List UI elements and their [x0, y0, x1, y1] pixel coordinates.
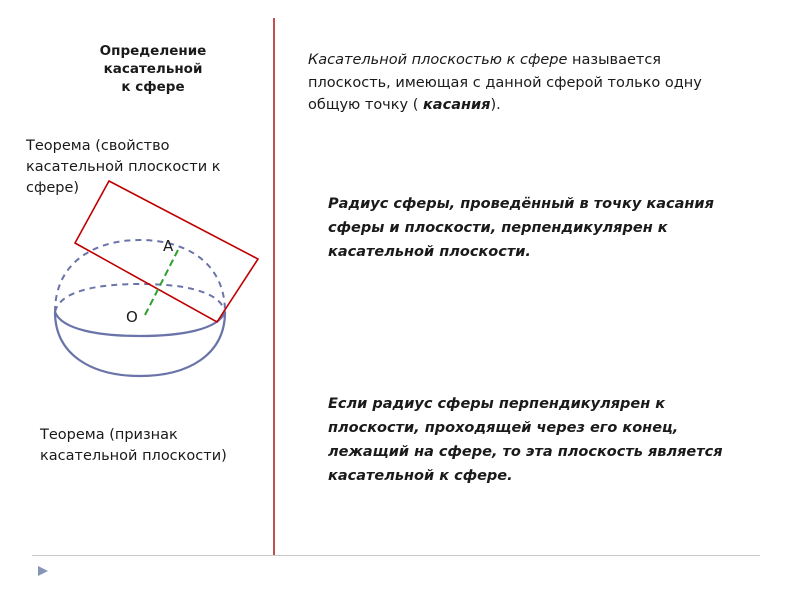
theorem-criterion-label: Теорема (признак касательной плоскости) [40, 427, 227, 464]
definition-heading: Определение касательной к сфере [99, 43, 207, 95]
point-a-label: A [163, 237, 174, 255]
theorem-property-label: Теорема (свойство касательной плоскости к сфере) [26, 138, 221, 196]
point-o-label: O [126, 308, 138, 326]
equator-back-arc [55, 284, 225, 312]
definition-tangency-term: касания [422, 97, 491, 113]
equator-front-arc [55, 312, 225, 336]
definition-term: Касательной плоскостью к сфере [308, 52, 568, 68]
sphere-lower-arc [55, 312, 225, 376]
property-statement: Радиус сферы, проведённый в точку касания сферы и плоскости, перпендикулярен к касательной плоскости. [328, 196, 714, 260]
definition-text-end: ). [490, 97, 501, 113]
radius-segment [145, 250, 178, 315]
sphere-upper-hidden-arc [55, 240, 225, 312]
triangle-right-icon[interactable] [37, 565, 49, 577]
criterion-statement: Если радиус сферы перпендикулярен к плоскости, проходящей через его конец, лежащий на сфере, то эта плоскость является касательной к сфере. [328, 396, 723, 484]
definition-text: называется плоскость, имеющая с данной сферой только одну общую точку ( [308, 52, 702, 113]
